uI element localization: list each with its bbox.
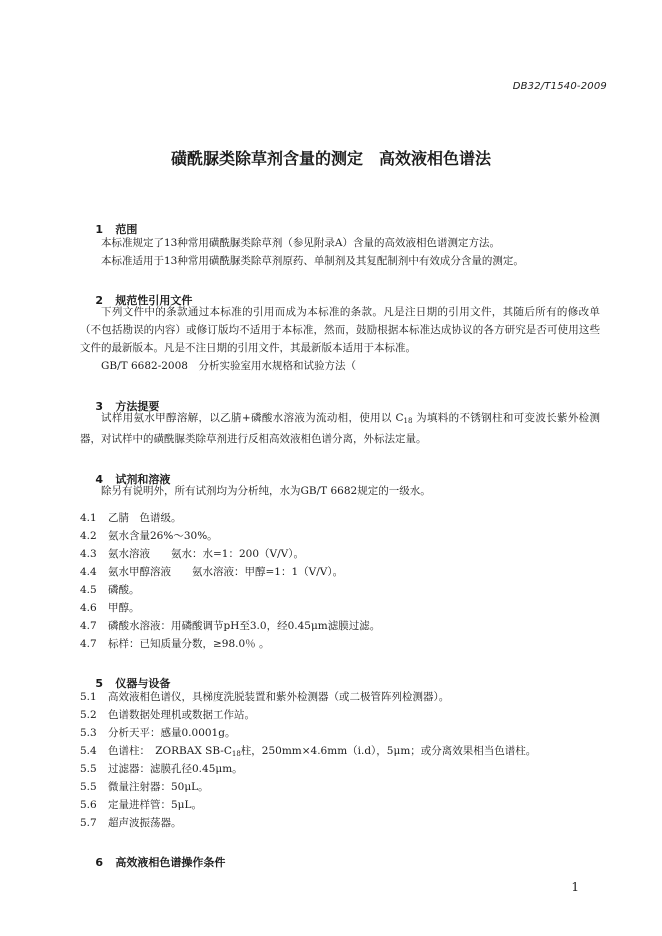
- list-item: 4.4 氨水甲醇溶液 氨水溶液：甲醇=1：1（V/V）。: [80, 566, 344, 578]
- section-number: 2: [95, 294, 103, 307]
- section-title: 方法提要: [115, 400, 160, 413]
- list-item: 5.7 超声波振荡器。: [80, 817, 182, 829]
- normative-references-paragraph: 下列文件中的条款通过本标准的引用而成为本标准的条款。凡是注日期的引用文件，其随后所有的修改单（不包括勘误的内容）或修订版均不适用于本标准，然而，鼓励根据本标准达成协议的各方研究是否可使用这些文件的最新版本。凡是不注日期的引用文件，其最新版本适用于本标准。: [80, 306, 600, 354]
- standard-code: DB32/T1540-2009: [512, 81, 607, 92]
- list-item: 5.5 过滤器：滤膜孔径0.45μm。: [80, 763, 243, 775]
- list-item: 4.2 氨水含量26%～30%。: [80, 530, 218, 542]
- list-item: 5.3 分析天平：感量0.0001g。: [80, 727, 236, 739]
- list-item: 5.5 微量注射器：50μL。: [80, 781, 209, 793]
- list-item: 4.3 氨水溶液 氨水：水=1：200（V/V）。: [80, 548, 304, 560]
- list-item: 5.4 色谱柱： ZORBAX $SB-C_{18}$柱，250mm×4.6mm（i.d），5μm；或分离效果相当色谱柱。: [80, 745, 537, 758]
- method-summary-paragraph: 试样用氨水甲醇溶解，以乙腈+磷酸水溶液为流动相，使用以 $C_{18}$ 为填料的不锈钢柱和可变波长紫外检测器，对试样中的磺酰脲类除草剂进行反相高效液相色谱分离，外标法定量。: [80, 412, 600, 445]
- list-item: 5.1 高效液相色谱仪，具梯度洗脱装置和紫外检测器（或二极管阵列检测器）。: [80, 691, 450, 703]
- list-item: 4.7 标样：已知质量分数，≥98.0％ 。: [80, 638, 270, 650]
- section-title: 范围: [115, 223, 138, 236]
- list-item: 4.6 甲醇。: [80, 602, 140, 614]
- reagents-paragraph: 除另有说明外，所有试剂均为分析纯，水为GB/T 6682规定的一级水。: [101, 485, 431, 497]
- page-number: 1: [571, 880, 579, 894]
- list-item: 4.1 乙腈 色谱级。: [80, 512, 182, 524]
- section-heading-6: [80, 841, 225, 883]
- section-title: 规范性引用文件: [115, 294, 193, 307]
- document-title: 磺酰脲类除草剂含量的测定 高效液相色谱法: [170, 149, 491, 168]
- list-item: 4.5 磷酸。: [80, 584, 140, 596]
- reference-entry: GB/T 6682-2008 分析实验室用水规格和试验方法（: [101, 360, 356, 372]
- section-title: 仪器与设备: [115, 677, 171, 690]
- section-number: 5: [95, 677, 103, 690]
- list-item: 5.6 定量进样管：5μL。: [80, 799, 202, 811]
- section-number: 3: [95, 400, 103, 413]
- scope-paragraph-1: 本标准规定了13种常用磺酰脲类除草剂（参见附录A）含量的高效液相色谱测定方法。: [101, 237, 500, 249]
- section-title: 试剂和溶液: [115, 473, 171, 486]
- list-item: 5.2 色谱数据处理机或数据工作站。: [80, 709, 255, 721]
- section-number: 1: [95, 223, 103, 236]
- list-item: 4.7 磷酸水溶液：用磷酸调节pH至3.0，经0.45μm滤膜过滤。: [80, 620, 381, 632]
- section-title: 高效液相色谱操作条件: [115, 856, 226, 869]
- scope-paragraph-2: 本标准适用于13种常用磺酰脲类除草剂原药、单制剂及其复配制剂中有效成分含量的测定。: [101, 255, 524, 267]
- section-number: 4: [95, 473, 103, 486]
- section-number: 6: [95, 856, 103, 869]
